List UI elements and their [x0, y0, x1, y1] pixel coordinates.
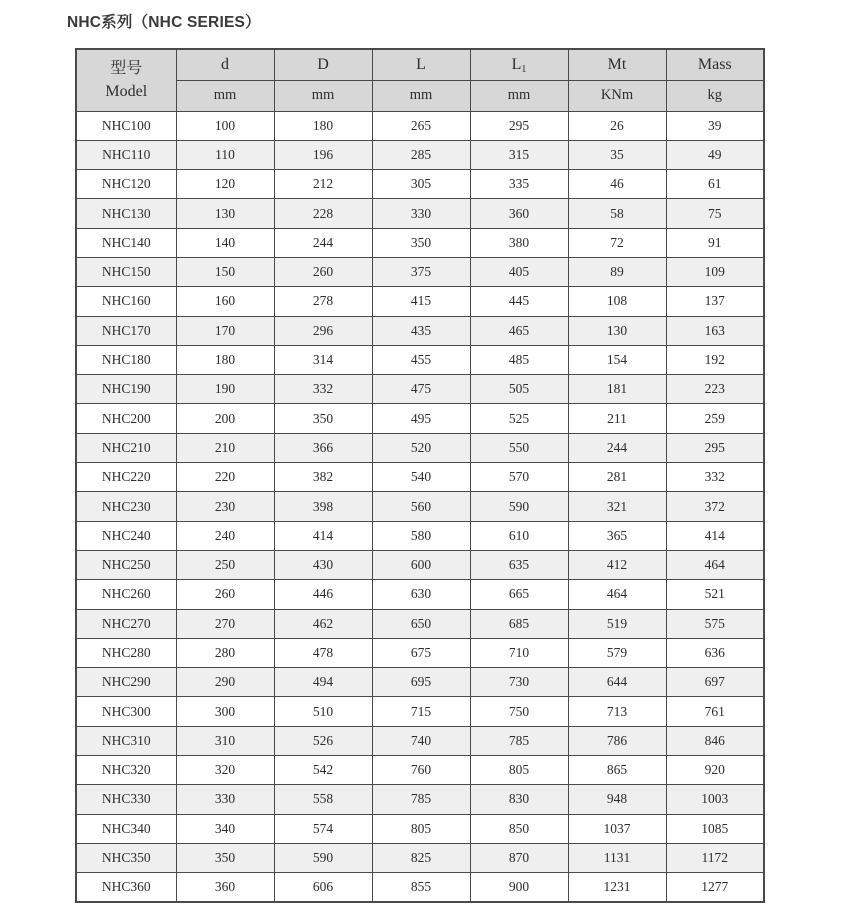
table-row — [76, 199, 764, 228]
value-cell: 190 — [176, 375, 274, 404]
value-cell: 350 — [176, 843, 274, 872]
value-cell: 760 — [372, 756, 470, 785]
value-cell: 49 — [666, 140, 764, 169]
value-cell: 375 — [372, 257, 470, 286]
value-cell: 920 — [666, 756, 764, 785]
model-cell: NHC280 — [76, 638, 176, 667]
value-cell: 519 — [568, 609, 666, 638]
value-cell: 160 — [176, 287, 274, 316]
value-cell: 265 — [372, 111, 470, 140]
value-cell: 380 — [470, 228, 568, 257]
model-cell: NHC120 — [76, 170, 176, 199]
value-cell: 100 — [176, 111, 274, 140]
model-cell: NHC160 — [76, 287, 176, 316]
value-cell: 414 — [666, 521, 764, 550]
model-cell: NHC200 — [76, 404, 176, 433]
value-cell: 697 — [666, 668, 764, 697]
value-cell: 485 — [470, 345, 568, 374]
table-row — [76, 345, 764, 374]
value-cell: 244 — [274, 228, 372, 257]
table-row — [76, 257, 764, 286]
value-cell: 430 — [274, 550, 372, 579]
value-cell: 464 — [666, 550, 764, 579]
table-row — [76, 287, 764, 316]
value-cell: 521 — [666, 580, 764, 609]
value-cell: 365 — [568, 521, 666, 550]
value-cell: 550 — [470, 433, 568, 462]
table-row — [76, 550, 764, 579]
value-cell: 220 — [176, 463, 274, 492]
value-cell: 140 — [176, 228, 274, 257]
model-cell: NHC270 — [76, 609, 176, 638]
value-cell: 494 — [274, 668, 372, 697]
value-cell: 130 — [568, 316, 666, 345]
value-cell: 109 — [666, 257, 764, 286]
header-col-L1: $L_1$ — [470, 49, 568, 80]
value-cell: 740 — [372, 726, 470, 755]
value-cell: 200 — [176, 404, 274, 433]
table-row — [76, 726, 764, 755]
value-cell: 26 — [568, 111, 666, 140]
value-cell: 108 — [568, 287, 666, 316]
model-cell: NHC240 — [76, 521, 176, 550]
value-cell: 695 — [372, 668, 470, 697]
value-cell: 163 — [666, 316, 764, 345]
table-row — [76, 668, 764, 697]
value-cell: 75 — [666, 199, 764, 228]
table-row — [76, 521, 764, 550]
value-cell: 478 — [274, 638, 372, 667]
model-cell: NHC210 — [76, 433, 176, 462]
value-cell: 321 — [568, 492, 666, 521]
table-row — [76, 140, 764, 169]
value-cell: 414 — [274, 521, 372, 550]
value-cell: 675 — [372, 638, 470, 667]
value-cell: 196 — [274, 140, 372, 169]
value-cell: 850 — [470, 814, 568, 843]
value-cell: 223 — [666, 375, 764, 404]
model-cell: NHC340 — [76, 814, 176, 843]
table-row — [76, 843, 764, 872]
value-cell: 610 — [470, 521, 568, 550]
table-row — [76, 316, 764, 345]
value-cell: 575 — [666, 609, 764, 638]
value-cell: 786 — [568, 726, 666, 755]
value-cell: 137 — [666, 287, 764, 316]
value-cell: 520 — [372, 433, 470, 462]
value-cell: 250 — [176, 550, 274, 579]
value-cell: 244 — [568, 433, 666, 462]
header-col-L: L — [372, 49, 470, 80]
header-unit-D: mm — [274, 80, 372, 111]
model-cell: NHC150 — [76, 257, 176, 286]
value-cell: 154 — [568, 345, 666, 374]
value-cell: 900 — [470, 873, 568, 902]
model-cell: NHC290 — [76, 668, 176, 697]
value-cell: 761 — [666, 697, 764, 726]
value-cell: 805 — [470, 756, 568, 785]
table-row — [76, 697, 764, 726]
table-row — [76, 638, 764, 667]
table-row — [76, 609, 764, 638]
model-cell: NHC330 — [76, 785, 176, 814]
value-cell: 570 — [470, 463, 568, 492]
page-title: NHC系列（NHC SERIES） — [67, 14, 261, 31]
header-col-d: d — [176, 49, 274, 80]
value-cell: 870 — [470, 843, 568, 872]
value-cell: 314 — [274, 345, 372, 374]
header-col-Mass: Mass — [666, 49, 764, 80]
model-cell: NHC190 — [76, 375, 176, 404]
value-cell: 372 — [666, 492, 764, 521]
value-cell: 382 — [274, 463, 372, 492]
table-row — [76, 111, 764, 140]
header-col-D: D — [274, 49, 372, 80]
model-cell: NHC140 — [76, 228, 176, 257]
value-cell: 805 — [372, 814, 470, 843]
value-cell: 650 — [372, 609, 470, 638]
value-cell: 560 — [372, 492, 470, 521]
table-row — [76, 492, 764, 521]
value-cell: 606 — [274, 873, 372, 902]
value-cell: 465 — [470, 316, 568, 345]
value-cell: 415 — [372, 287, 470, 316]
model-cell: NHC350 — [76, 843, 176, 872]
table-row — [76, 756, 764, 785]
value-cell: 91 — [666, 228, 764, 257]
value-cell: 315 — [470, 140, 568, 169]
value-cell: 574 — [274, 814, 372, 843]
value-cell: 948 — [568, 785, 666, 814]
value-cell: 270 — [176, 609, 274, 638]
value-cell: 1231 — [568, 873, 666, 902]
value-cell: 170 — [176, 316, 274, 345]
model-cell: NHC230 — [76, 492, 176, 521]
value-cell: 210 — [176, 433, 274, 462]
value-cell: 35 — [568, 140, 666, 169]
value-cell: 412 — [568, 550, 666, 579]
value-cell: 540 — [372, 463, 470, 492]
value-cell: 278 — [274, 287, 372, 316]
table-header — [76, 49, 764, 111]
model-cell: NHC360 — [76, 873, 176, 902]
value-cell: 635 — [470, 550, 568, 579]
header-model-en: Model — [105, 83, 148, 101]
value-cell: 366 — [274, 433, 372, 462]
model-cell: NHC220 — [76, 463, 176, 492]
value-cell: 462 — [274, 609, 372, 638]
value-cell: 211 — [568, 404, 666, 433]
header-model-cn: 型号 — [110, 60, 143, 78]
model-cell: NHC100 — [76, 111, 176, 140]
value-cell: 350 — [274, 404, 372, 433]
value-cell: 525 — [470, 404, 568, 433]
model-cell: NHC130 — [76, 199, 176, 228]
table-body — [76, 111, 764, 902]
value-cell: 320 — [176, 756, 274, 785]
value-cell: 89 — [568, 257, 666, 286]
value-cell: 1277 — [666, 873, 764, 902]
value-cell: 212 — [274, 170, 372, 199]
value-cell: 445 — [470, 287, 568, 316]
value-cell: 340 — [176, 814, 274, 843]
value-cell: 495 — [372, 404, 470, 433]
value-cell: 455 — [372, 345, 470, 374]
table-row — [76, 580, 764, 609]
model-cell: NHC300 — [76, 697, 176, 726]
value-cell: 360 — [176, 873, 274, 902]
model-cell: NHC310 — [76, 726, 176, 755]
value-cell: 1003 — [666, 785, 764, 814]
value-cell: 750 — [470, 697, 568, 726]
value-cell: 855 — [372, 873, 470, 902]
table-row — [76, 404, 764, 433]
value-cell: 310 — [176, 726, 274, 755]
value-cell: 526 — [274, 726, 372, 755]
value-cell: 296 — [274, 316, 372, 345]
header-unit-L: mm — [372, 80, 470, 111]
value-cell: 285 — [372, 140, 470, 169]
value-cell: 1037 — [568, 814, 666, 843]
value-cell: 785 — [470, 726, 568, 755]
value-cell: 1172 — [666, 843, 764, 872]
model-cell: NHC260 — [76, 580, 176, 609]
value-cell: 685 — [470, 609, 568, 638]
header-symbols-row — [76, 49, 764, 80]
model-cell: NHC320 — [76, 756, 176, 785]
value-cell: 281 — [568, 463, 666, 492]
value-cell: 300 — [176, 697, 274, 726]
value-cell: 1085 — [666, 814, 764, 843]
value-cell: 360 — [470, 199, 568, 228]
table-row — [76, 228, 764, 257]
value-cell: 644 — [568, 668, 666, 697]
model-cell: NHC180 — [76, 345, 176, 374]
value-cell: 579 — [568, 638, 666, 667]
value-cell: 730 — [470, 668, 568, 697]
value-cell: 260 — [176, 580, 274, 609]
value-cell: 665 — [470, 580, 568, 609]
table-row — [76, 873, 764, 902]
header-units-row — [76, 80, 764, 111]
value-cell: 330 — [372, 199, 470, 228]
value-cell: 332 — [274, 375, 372, 404]
value-cell: 181 — [568, 375, 666, 404]
value-cell: 120 — [176, 170, 274, 199]
table-row — [76, 433, 764, 462]
value-cell: 636 — [666, 638, 764, 667]
value-cell: 865 — [568, 756, 666, 785]
value-cell: 192 — [666, 345, 764, 374]
value-cell: 335 — [470, 170, 568, 199]
value-cell: 295 — [666, 433, 764, 462]
value-cell: 600 — [372, 550, 470, 579]
value-cell: 785 — [372, 785, 470, 814]
value-cell: 510 — [274, 697, 372, 726]
value-cell: 130 — [176, 199, 274, 228]
value-cell: 830 — [470, 785, 568, 814]
value-cell: 435 — [372, 316, 470, 345]
value-cell: 330 — [176, 785, 274, 814]
value-cell: 558 — [274, 785, 372, 814]
value-cell: 259 — [666, 404, 764, 433]
value-cell: 446 — [274, 580, 372, 609]
value-cell: 464 — [568, 580, 666, 609]
header-model-cell — [76, 49, 176, 111]
value-cell: 180 — [274, 111, 372, 140]
value-cell: 58 — [568, 199, 666, 228]
value-cell: 710 — [470, 638, 568, 667]
value-cell: 715 — [372, 697, 470, 726]
value-cell: 542 — [274, 756, 372, 785]
table-row — [76, 814, 764, 843]
value-cell: 350 — [372, 228, 470, 257]
header-col-Mt: Mt — [568, 49, 666, 80]
value-cell: 295 — [470, 111, 568, 140]
value-cell: 825 — [372, 843, 470, 872]
spec-table — [75, 48, 765, 903]
header-unit-L1: mm — [470, 80, 568, 111]
value-cell: 61 — [666, 170, 764, 199]
value-cell: 1131 — [568, 843, 666, 872]
value-cell: 505 — [470, 375, 568, 404]
table-row — [76, 463, 764, 492]
model-cell: NHC170 — [76, 316, 176, 345]
value-cell: 630 — [372, 580, 470, 609]
value-cell: 150 — [176, 257, 274, 286]
header-unit-d: mm — [176, 80, 274, 111]
value-cell: 290 — [176, 668, 274, 697]
model-cell: NHC110 — [76, 140, 176, 169]
value-cell: 398 — [274, 492, 372, 521]
value-cell: 260 — [274, 257, 372, 286]
value-cell: 580 — [372, 521, 470, 550]
value-cell: 280 — [176, 638, 274, 667]
value-cell: 39 — [666, 111, 764, 140]
header-unit-Mt: KNm — [568, 80, 666, 111]
value-cell: 230 — [176, 492, 274, 521]
table-row — [76, 170, 764, 199]
value-cell: 180 — [176, 345, 274, 374]
value-cell: 846 — [666, 726, 764, 755]
value-cell: 475 — [372, 375, 470, 404]
model-cell: NHC250 — [76, 550, 176, 579]
header-unit-Mass: kg — [666, 80, 764, 111]
value-cell: 46 — [568, 170, 666, 199]
value-cell: 590 — [470, 492, 568, 521]
table-row — [76, 785, 764, 814]
value-cell: 240 — [176, 521, 274, 550]
value-cell: 110 — [176, 140, 274, 169]
value-cell: 72 — [568, 228, 666, 257]
value-cell: 713 — [568, 697, 666, 726]
header-col-L1-subscript: 1 — [521, 63, 527, 75]
value-cell: 590 — [274, 843, 372, 872]
value-cell: 228 — [274, 199, 372, 228]
value-cell: 305 — [372, 170, 470, 199]
value-cell: 405 — [470, 257, 568, 286]
value-cell: 332 — [666, 463, 764, 492]
table-row — [76, 375, 764, 404]
